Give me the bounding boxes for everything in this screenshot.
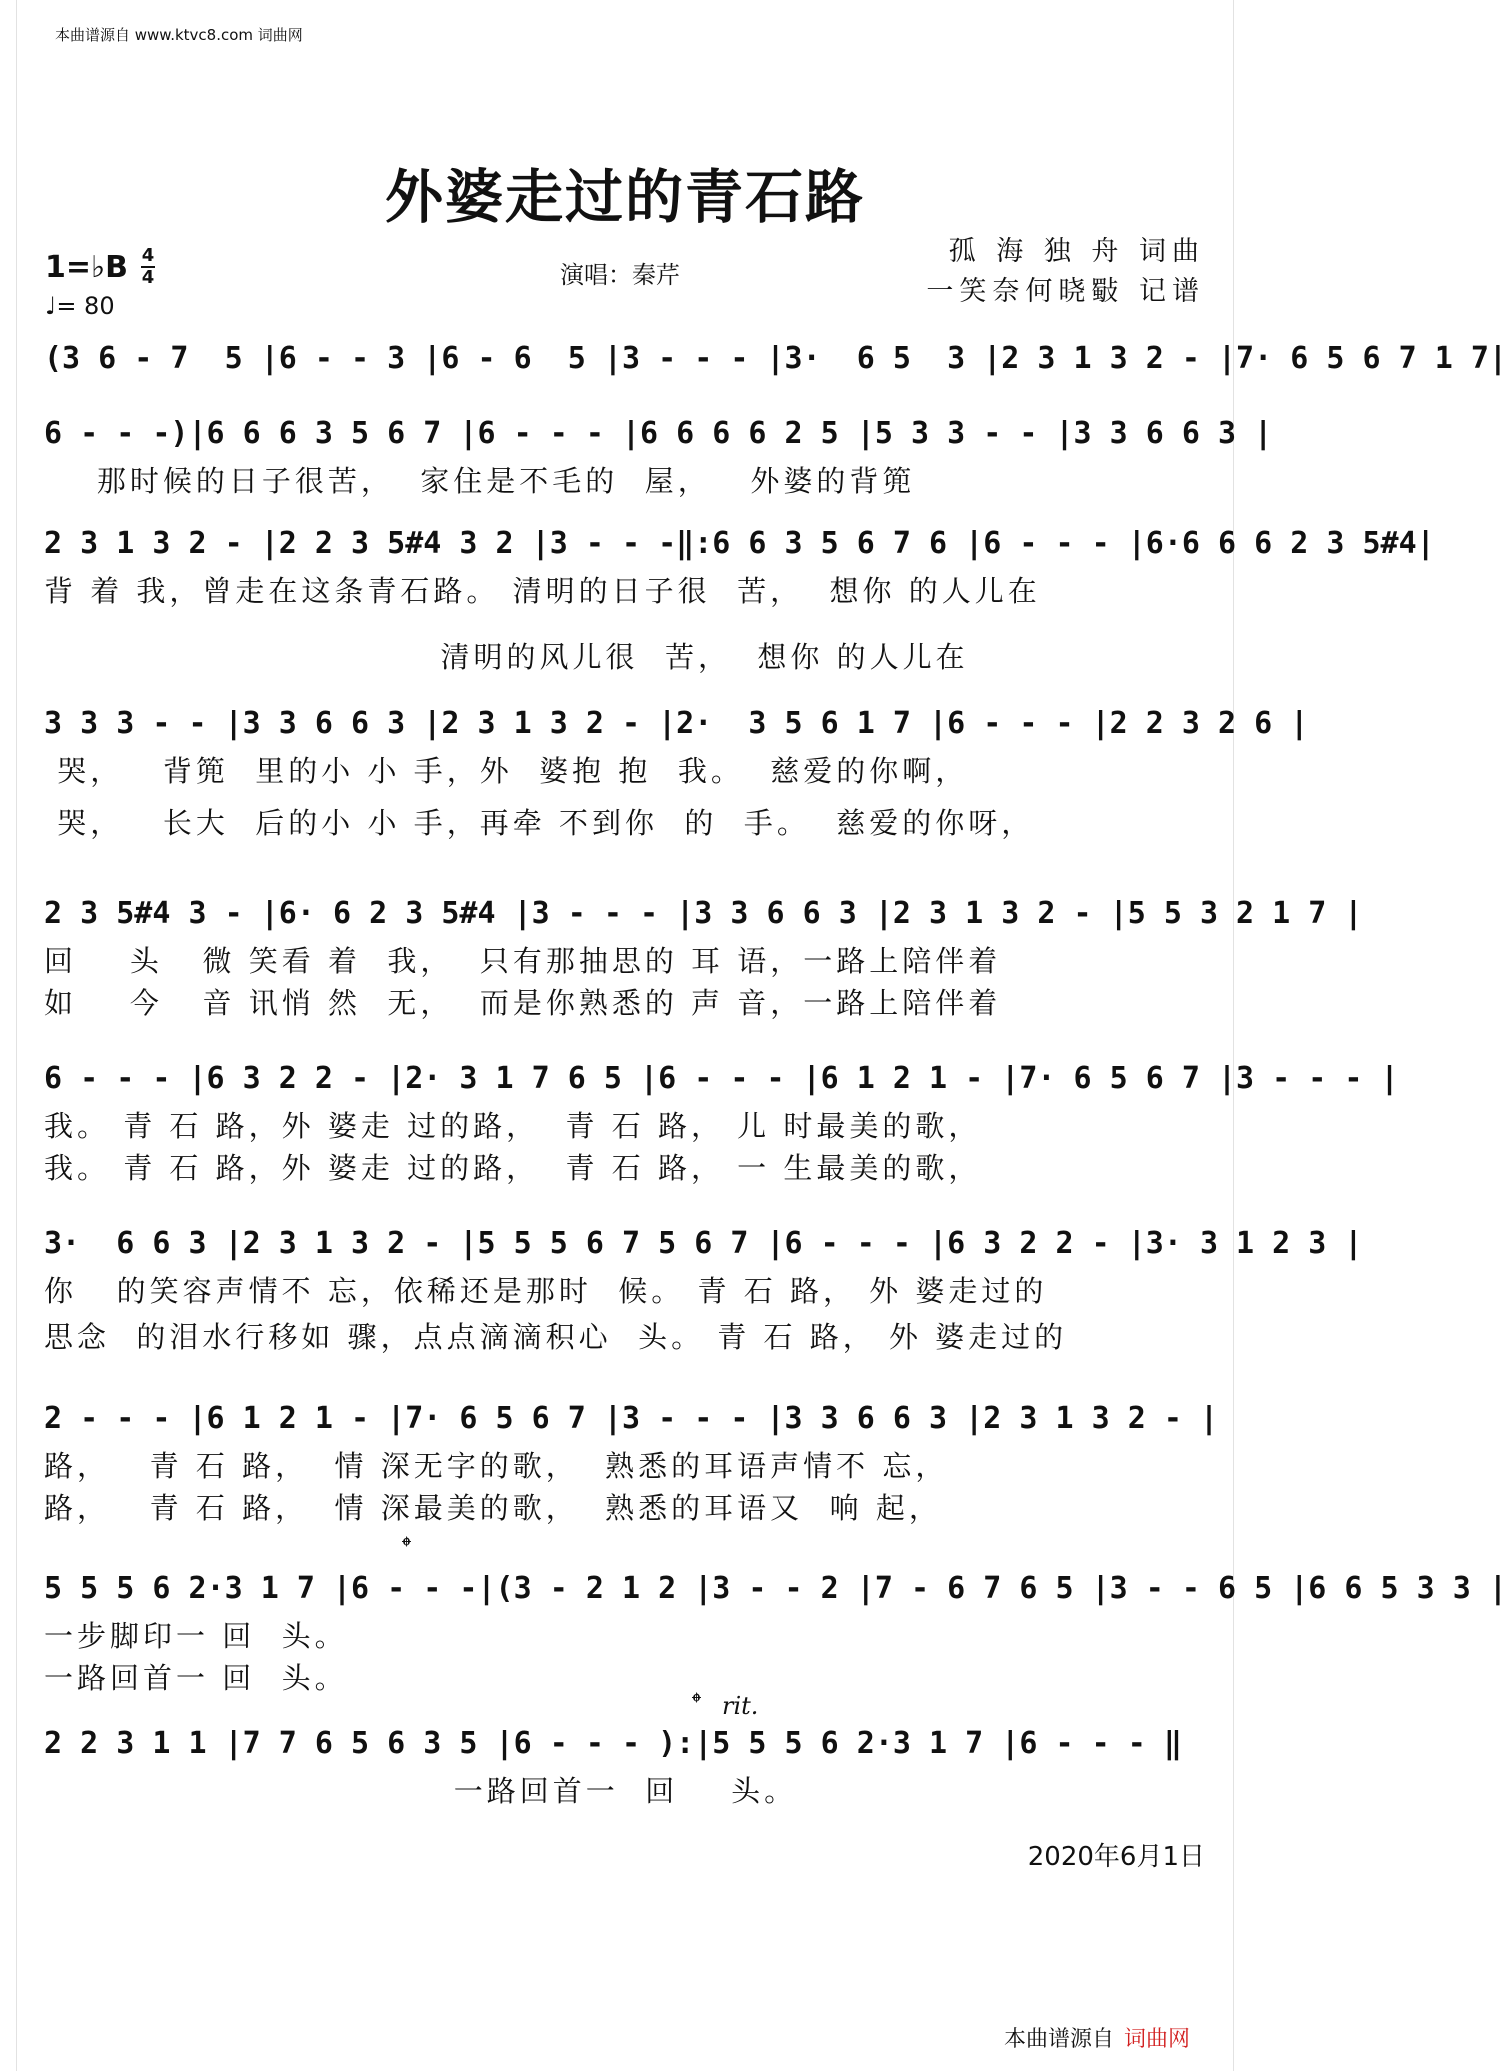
notation-line: 2 2 3 1 1 |7 7 6 5 6 3 5 |6 - - - ):|5 5 5 6 2·3 1 7 |6 - - - ‖	[44, 1726, 1182, 1761]
meter-bottom: 4	[141, 267, 155, 288]
composer-line: 孤 海 独 舟 词曲	[948, 236, 1205, 267]
notation-line: 2 3 5#4 3 - |6· 6 2 3 5#4 |3 - - - |3 3 6 6 3 |2 3 1 3 2 - |5 5 3 2 1 7 |	[44, 896, 1363, 931]
score-system-10	[44, 1720, 1204, 1812]
left-watermark-strip	[2, 0, 17, 2071]
notation-line: (3 6 - 7 5 |6 - - 3 |6 - 6 5 |3 - - - |3· 6 5 3 |2 3 1 3 2 - |7· 6 5 6 7 1 7|	[44, 341, 1507, 376]
score-system-9	[44, 1565, 1507, 1699]
lyric-line-1: 一路回首一 回 头。	[44, 1774, 798, 1808]
ritardando-mark: rit.	[722, 1692, 759, 1720]
score-system-8	[44, 1395, 1218, 1529]
notation-line: 6 - - -)|6 6 6 3 5 6 7 |6 - - - |6 6 6 6 2 5 |5 3 3 - - |3 3 6 6 3 |	[44, 416, 1273, 451]
score-system-2	[44, 410, 1273, 502]
notation-line: 2 3 1 3 2 - |2 2 3 5#4 3 2 |3 - - -‖:6 6 3 5 6 7 6 |6 - - - |6·6 6 6 2 3 5#4|	[44, 526, 1435, 561]
source-footer	[1004, 2022, 1190, 2053]
lyric-line-2: 哭， 长大 后的小 小 手，再牵 不到你 的 手。 慈爱的你呀，	[44, 806, 1035, 840]
score-system-7	[44, 1220, 1363, 1358]
transcription-date: 2020年6月1日	[1027, 1842, 1205, 1872]
notation-line: 2 - - - |6 1 2 1 - |7· 6 5 6 7 |3 - - - |3 3 6 6 3 |2 3 1 3 2 - |	[44, 1401, 1218, 1436]
lyric-line-1: 路， 青 石 路， 情 深无字的歌， 熟悉的耳语声情不 忘，	[44, 1449, 949, 1483]
notation-line: 3· 6 6 3 |2 3 1 3 2 - |5 5 5 6 7 5 6 7 |6 - - - |6 3 2 2 - |3· 3 1 2 3 |	[44, 1226, 1363, 1261]
lyric-line-1: 我。 青 石 路，外 婆走 过的路， 青 石 路， 儿 时最美的歌，	[44, 1109, 982, 1143]
coda-sign: 𝄌	[402, 1532, 411, 1562]
song-title: 外婆走过的青石路	[384, 163, 865, 231]
lyric-line-1: 回 头 微 笑看 着 我， 只有那抽思的 耳 语，一路上陪伴着	[44, 944, 1002, 978]
lyric-line-1: 背 着 我，曾走在这条青石路。 清明的日子很 苦， 想你 的人儿在	[44, 574, 1041, 608]
lyric-line-2: 路， 青 石 路， 情 深最美的歌， 熟悉的耳语又 响 起，	[44, 1491, 942, 1525]
author-credits	[926, 232, 1205, 312]
notation-line: 5 5 5 6 2·3 1 7 |6 - - -|(3 - 2 1 2 |3 - - 2 |7 - 6 7 6 5 |3 - - 6 5 |6 6 5 3 3 |	[44, 1571, 1507, 1606]
lyric-line-2: 清明的风儿很 苦， 想你 的人儿在	[44, 640, 969, 674]
notation-line: 3 3 3 - - |3 3 6 6 3 |2 3 1 3 2 - |2· 3 5 6 1 7 |6 - - - |2 2 3 2 6 |	[44, 706, 1309, 741]
tempo-mark: ♩= 80	[45, 292, 115, 320]
lyric-line-1: 那时候的日子很苦， 家住是不毛的 屋， 外婆的背篼	[44, 464, 916, 498]
lyric-line-2: 如 今 音 讯悄 然 无， 而是你熟悉的 声 音，一路上陪伴着	[44, 986, 1002, 1020]
lyric-line-2: 一路回首一 回 头。	[44, 1661, 348, 1695]
notation-line: 6 - - - |6 3 2 2 - |2· 3 1 7 6 5 |6 - - - |6 1 2 1 - |7· 6 5 6 7 |3 - - - |	[44, 1061, 1399, 1096]
time-signature	[141, 246, 155, 288]
source-footer-label: 本曲谱源自	[1003, 2027, 1114, 2052]
score-system-5	[44, 890, 1363, 1024]
score-system-3	[44, 520, 1435, 678]
source-header: 本曲谱源自 www.ktvc8.com 词曲网	[55, 26, 303, 44]
lyric-line-1: 一步脚印一 回 头。	[44, 1619, 348, 1653]
lyric-line-1: 哭， 背篼 里的小 小 手，外 婆抱 抱 我。 慈爱的你啊，	[44, 754, 969, 788]
lyric-line-2: 思念 的泪水行移如 骤，点点滴滴积心 头。 青 石 路， 外 婆走过的	[44, 1320, 1068, 1354]
site-brand-link[interactable]: 词曲网	[1123, 2027, 1190, 2052]
score-system-6	[44, 1055, 1399, 1189]
lyric-line-2: 我。 青 石 路，外 婆走 过的路， 青 石 路， 一 生最美的歌，	[44, 1151, 982, 1185]
key-signature: 1=♭B	[45, 250, 129, 285]
transcriber-line: 一笑奈何晓斀 记谱	[926, 276, 1205, 307]
right-watermark-strip	[1233, 0, 1248, 2071]
coda-sign-2: 𝄌	[692, 1688, 701, 1718]
score-system-4	[44, 700, 1309, 844]
score-system-1	[44, 335, 1507, 385]
meter-top: 4	[141, 245, 155, 266]
singer-credit: 演唱：秦芹	[560, 261, 680, 289]
lyric-line-1: 你 的笑容声情不 忘，依稀还是那时 候。 青 石 路， 外 婆走过的	[44, 1274, 1048, 1308]
